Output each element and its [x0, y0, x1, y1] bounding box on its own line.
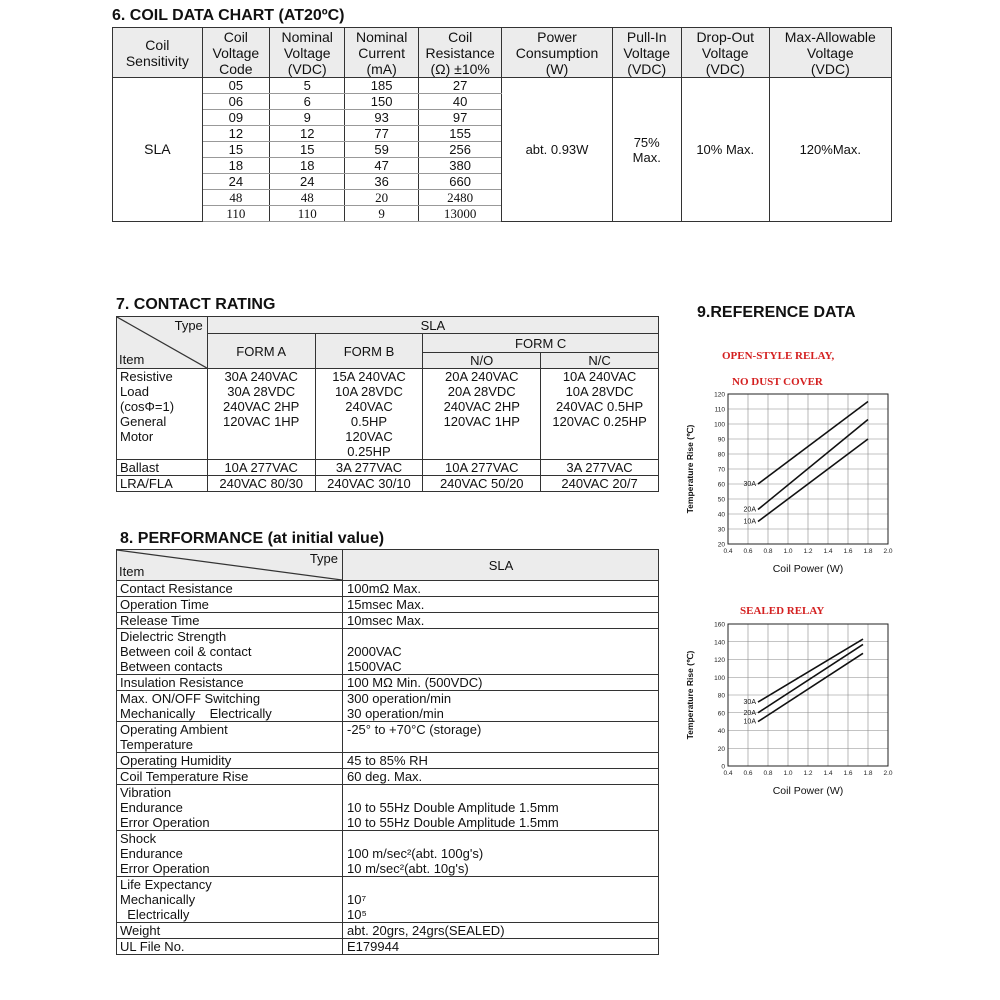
sealed-relay-chart [680, 618, 900, 808]
text-line: Electrically [120, 907, 190, 922]
coil-resistance-header [418, 28, 502, 78]
text-line: Voltage [623, 44, 671, 61]
performance-row [117, 753, 659, 769]
coil-resistance-cell: 660 [418, 174, 502, 190]
text-line: 100mΩ Max. [347, 581, 422, 596]
performance-value [343, 877, 659, 923]
text-line: 10A 28VDC [565, 384, 634, 399]
text-line: (VDC) [705, 60, 745, 77]
text-line: 240VAC 0.5HP [555, 399, 644, 414]
performance-row [117, 629, 659, 675]
text-line [347, 737, 656, 752]
y-tick-label: 100 [714, 421, 725, 429]
coil-voltage-cell: 24 [270, 174, 345, 190]
max-allowable-header [769, 28, 891, 78]
text-line: Coil [448, 28, 473, 45]
type-label: Type [174, 318, 203, 333]
coil-code-cell: 12 [202, 126, 269, 142]
coil-resistance-cell: 256 [418, 142, 502, 158]
performance-item [117, 753, 343, 769]
text-line: 120VAC 1HP [443, 414, 520, 429]
x-axis-label: Coil Power (W) [772, 785, 844, 797]
y-tick-label: 60 [717, 710, 725, 718]
resistive-load-label [117, 369, 208, 460]
text-line: (VDC) [810, 60, 850, 77]
text-line: 10 to 55Hz Double Amplitude 1.5mm [347, 815, 559, 830]
text-line: 45 to 85% RH [347, 753, 428, 768]
coil-power-value: abt. 0.93W [502, 78, 612, 222]
x-tick-label: 0.4 [723, 770, 733, 777]
text-line: Voltage [283, 44, 331, 61]
y-tick-label: 40 [717, 728, 725, 735]
coil-voltage-cell: 9 [270, 110, 345, 126]
text-line: 120VAC 0.25HP [552, 414, 647, 429]
coil-current-cell: 77 [345, 126, 418, 142]
text-line: 30A 28VDC [227, 384, 296, 399]
text-line: 30A 240VAC [224, 369, 298, 384]
text-line: 240VAC 2HP [223, 399, 300, 414]
text-line: Resistive [120, 369, 173, 384]
ballast-nc: 3A 277VAC [541, 460, 659, 476]
sealed-relay-caption: SEALED RELAY [740, 605, 825, 617]
perf-type-item-corner [117, 550, 343, 581]
coil-current-cell: 150 [345, 94, 418, 110]
x-tick-label: 1.0 [783, 770, 793, 777]
y-tick-label: 80 [717, 451, 725, 459]
text-line: Sensitivity [125, 52, 189, 69]
coil-current-cell: 185 [345, 78, 418, 94]
text-line: Resistance [425, 44, 495, 61]
coil-voltage-cell: 12 [270, 126, 345, 142]
text-line: 1500VAC [347, 659, 402, 674]
coil-current-cell: 9 [345, 206, 418, 222]
performance-item [117, 923, 343, 939]
perf-sla-header: SLA [343, 550, 659, 581]
performance-row [117, 675, 659, 691]
text-line: Release Time [120, 613, 200, 628]
y-tick-label: 80 [717, 692, 725, 700]
text-line: General [120, 414, 167, 429]
text-line: Weight [120, 923, 161, 938]
y-tick-label: 90 [717, 436, 725, 444]
text-line: 10 to 55Hz Double Amplitude 1.5mm [347, 800, 559, 815]
y-tick-label: 140 [714, 639, 725, 647]
series-label: 30A [743, 481, 756, 488]
coil-current-cell: 36 [345, 174, 418, 190]
text-line: -25° to +70°C (storage) [347, 722, 482, 737]
coil-resistance-cell: 2480 [418, 190, 502, 206]
coil-drop-out-value: 10% Max. [681, 78, 769, 222]
coil-current-cell: 47 [345, 158, 418, 174]
text-line [347, 877, 656, 892]
contact-rating-table [116, 316, 659, 492]
text-line: Nominal [281, 28, 333, 45]
text-line: (VDC) [287, 60, 327, 77]
performance-row [117, 785, 659, 831]
text-line: Endurance [120, 846, 183, 861]
form-c-header: FORM C [423, 334, 659, 353]
series-label: 10A [743, 518, 756, 526]
performance-item [117, 722, 343, 753]
performance-value [343, 629, 659, 675]
text-line: Operation Time [120, 597, 209, 612]
coil-data-table [112, 27, 892, 222]
x-tick-label: 1.0 [783, 548, 793, 555]
coil-code-header [202, 28, 269, 78]
performance-row [117, 923, 659, 939]
coil-current-cell: 93 [345, 110, 418, 126]
coil-current-cell: 59 [345, 142, 418, 158]
performance-value [343, 613, 659, 629]
text-line: Between contacts [120, 659, 223, 674]
series-line-10a [758, 653, 863, 721]
lra-no: 240VAC 50/20 [423, 476, 541, 492]
x-tick-label: 1.8 [863, 548, 873, 555]
coil-resistance-cell: 97 [418, 110, 502, 126]
x-tick-label: 1.4 [823, 770, 833, 777]
text-line: 15A 240VAC [332, 369, 406, 384]
text-line: Shock [120, 831, 157, 846]
text-line: (VDC) [627, 60, 667, 77]
form-b-header: FORM B [315, 334, 423, 369]
power-consumption-header [502, 28, 612, 78]
x-tick-label: 0.8 [763, 548, 773, 555]
text-line: 100 MΩ Min. (500VDC) [347, 675, 483, 690]
form-a-header: FORM A [207, 334, 315, 369]
text-line: Power [537, 28, 577, 45]
text-line: Drop-Out [696, 28, 755, 45]
x-tick-label: 0.4 [723, 548, 733, 555]
text-line: Operating Humidity [120, 753, 232, 768]
performance-item [117, 785, 343, 831]
text-line: Coil Temperature Rise [120, 769, 249, 784]
text-line: 0.25HP [347, 444, 391, 459]
coil-voltage-cell: 110 [270, 206, 345, 222]
coil-code-cell: 09 [202, 110, 269, 126]
lra-form-b: 240VAC 30/10 [315, 476, 423, 492]
text-line: 100 m/sec²(abt. 100g's) [347, 846, 484, 861]
open-relay-chart [680, 388, 900, 586]
coil-row [113, 78, 892, 94]
performance-title: 8. PERFORMANCE (at initial value) [120, 530, 385, 547]
performance-value [343, 939, 659, 955]
text-line: Error Operation [120, 861, 210, 876]
performance-value [343, 831, 659, 877]
series-line-30a [758, 639, 863, 702]
text-line: 30 operation/min [347, 706, 444, 721]
coil-max-allowable-value: 120%Max. [769, 78, 891, 222]
y-tick-label: 40 [717, 511, 725, 519]
performance-item [117, 769, 343, 785]
y-tick-label: 30 [717, 526, 725, 534]
text-line [347, 629, 656, 644]
performance-row [117, 722, 659, 753]
performance-row [117, 939, 659, 955]
performance-item [117, 877, 343, 923]
text-line: 0.5HP [350, 414, 388, 429]
text-line: E179944 [347, 939, 400, 954]
open-relay-caption-1: OPEN-STYLE RELAY, [722, 350, 835, 362]
performance-item [117, 675, 343, 691]
text-line: Voltage [806, 44, 854, 61]
y-tick-label: 120 [714, 391, 725, 399]
performance-value [343, 722, 659, 753]
text-line: 10⁷ [347, 892, 367, 907]
perf-item-label: Item [119, 564, 145, 579]
text-line: Endurance [120, 800, 183, 815]
resistive-form-b [315, 369, 423, 460]
y-tick-label: 110 [714, 406, 725, 414]
text-line: Max. [632, 149, 661, 165]
text-line: Error Operation [120, 815, 210, 830]
contact-sla-header: SLA [207, 317, 658, 334]
y-axis-label: Temperature Rise (℃) [685, 424, 695, 514]
x-tick-label: 0.6 [743, 548, 753, 555]
lra-form-a: 240VAC 80/30 [207, 476, 315, 492]
text-line: Operating Ambient [120, 722, 228, 737]
text-line: abt. 20grs, 24grs(SEALED) [347, 923, 505, 938]
ballast-form-b: 3A 277VAC [315, 460, 423, 476]
coil-voltage-cell: 6 [270, 94, 345, 110]
text-line: Between coil & contact [120, 644, 252, 659]
text-line: Life Expectancy [120, 877, 212, 892]
ballast-no: 10A 277VAC [423, 460, 541, 476]
text-line: Coil [145, 36, 170, 53]
performance-value [343, 691, 659, 722]
performance-item [117, 597, 343, 613]
text-line: (W) [545, 60, 569, 77]
text-line: 10⁵ [347, 907, 367, 922]
perf-type-label: Type [309, 551, 338, 566]
coil-resistance-cell: 40 [418, 94, 502, 110]
series-label: 20A [743, 506, 756, 514]
y-tick-label: 100 [714, 674, 725, 682]
text-line: Contact Resistance [120, 581, 233, 596]
x-tick-label: 1.6 [843, 770, 853, 777]
text-line: 120VAC 1HP [223, 414, 300, 429]
text-line: 240VAC 2HP [443, 399, 520, 414]
ballast-label: Ballast [117, 460, 208, 476]
coil-voltage-cell: 48 [270, 190, 345, 206]
nominal-current-header [345, 28, 418, 78]
text-line: (Ω) ±10% [430, 60, 490, 77]
coil-resistance-cell: 155 [418, 126, 502, 142]
y-tick-label: 20 [717, 541, 725, 549]
series-label: 30A [743, 699, 756, 707]
x-tick-label: 2.0 [883, 770, 893, 777]
y-tick-label: 60 [717, 481, 725, 489]
coil-resistance-cell: 380 [418, 158, 502, 174]
x-tick-label: 1.8 [863, 770, 873, 777]
performance-value [343, 753, 659, 769]
text-line: 75% [633, 134, 660, 150]
text-line: Current [358, 44, 405, 61]
lra-nc: 240VAC 20/7 [541, 476, 659, 492]
reference-data-title: 9.REFERENCE DATA [697, 304, 856, 321]
y-tick-label: 50 [717, 496, 725, 504]
coil-code-cell: 18 [202, 158, 269, 174]
coil-current-cell: 20 [345, 190, 418, 206]
x-tick-label: 1.2 [803, 770, 813, 777]
performance-table [116, 549, 659, 955]
text-line: 60 deg. Max. [347, 769, 423, 784]
lra-fla-label: LRA/FLA [117, 476, 208, 492]
y-tick-label: 70 [717, 466, 725, 474]
coil-code-cell: 15 [202, 142, 269, 158]
coil-voltage-cell: 15 [270, 142, 345, 158]
series-line-30a [758, 402, 868, 485]
y-tick-label: 0 [721, 763, 725, 771]
resistive-form-a [207, 369, 315, 460]
performance-item [117, 629, 343, 675]
coil-voltage-cell: 5 [270, 78, 345, 94]
text-line: 240VAC [345, 399, 393, 414]
text-line: 10 m/sec²(abt. 10g's) [347, 861, 469, 876]
text-line: Motor [120, 429, 154, 444]
performance-row [117, 613, 659, 629]
contact-type-item-corner [117, 317, 208, 369]
performance-value [343, 769, 659, 785]
performance-value [343, 675, 659, 691]
x-tick-label: 0.8 [763, 770, 773, 777]
text-line: Max-Allowable [784, 28, 876, 45]
coil-code-cell: 05 [202, 78, 269, 94]
text-line: UL File No. [120, 939, 185, 954]
text-line: Mechanically [120, 892, 196, 907]
coil-resistance-cell: 27 [418, 78, 502, 94]
ballast-form-a: 10A 277VAC [207, 460, 315, 476]
text-line: (mA) [366, 60, 397, 77]
text-line: Load [120, 384, 149, 399]
series-line-10a [758, 439, 868, 522]
text-line: Coil [223, 28, 248, 45]
text-line: Temperature [120, 737, 193, 752]
text-line: 2000VAC [347, 644, 402, 659]
x-tick-label: 1.6 [843, 548, 853, 555]
performance-item [117, 831, 343, 877]
drop-out-header [681, 28, 769, 78]
performance-value [343, 923, 659, 939]
text-line: 10msec Max. [347, 613, 425, 628]
series-label: 20A [743, 709, 756, 717]
x-axis-label: Coil Power (W) [772, 563, 844, 575]
resistive-no [423, 369, 541, 460]
text-line: 120VAC [345, 429, 393, 444]
text-line: Code [219, 60, 253, 77]
coil-code-cell: 06 [202, 94, 269, 110]
y-tick-label: 120 [714, 657, 725, 664]
performance-item [117, 939, 343, 955]
text-line: Voltage [212, 44, 260, 61]
contact-rating-title: 7. CONTACT RATING [116, 296, 276, 313]
text-line: Voltage [701, 44, 749, 61]
no-header: N/O [423, 353, 541, 369]
coil-sensitivity-value: SLA [113, 78, 203, 222]
coil-voltage-cell: 18 [270, 158, 345, 174]
text-line: 10A 240VAC [562, 369, 637, 384]
text-line: Dielectric Strength [120, 629, 227, 644]
performance-value [343, 597, 659, 613]
coil-sensitivity-header [113, 28, 203, 78]
text-line [347, 785, 656, 800]
performance-value [343, 581, 659, 597]
text-line: Mechanically Electrically [120, 706, 272, 721]
coil-pull-in-value [612, 78, 681, 222]
text-line: 10A 28VDC [335, 384, 403, 399]
series-line-20a [758, 644, 863, 712]
series-line-20a [758, 420, 868, 510]
performance-value [343, 785, 659, 831]
coil-chart-title: 6. COIL DATA CHART (AT20ºC) [112, 7, 345, 24]
text-line: Pull-In [626, 28, 667, 45]
x-tick-label: 1.2 [803, 548, 813, 555]
text-line: 20A 240VAC [445, 369, 519, 384]
coil-code-cell: 110 [202, 206, 269, 222]
y-tick-label: 160 [714, 621, 725, 629]
text-line: Consumption [515, 44, 599, 61]
coil-code-cell: 24 [202, 174, 269, 190]
nc-header: N/C [541, 353, 659, 369]
performance-row [117, 691, 659, 722]
text-line: 20A 28VDC [447, 384, 516, 399]
text-line: Max. ON/OFF Switching [120, 691, 261, 706]
y-tick-label: 20 [717, 745, 725, 753]
performance-row [117, 581, 659, 597]
text-line: Vibration [120, 785, 172, 800]
x-tick-label: 1.4 [823, 548, 833, 555]
text-line: Insulation Resistance [120, 675, 244, 690]
y-axis-label: Temperature Rise (℃) [685, 650, 695, 740]
text-line [347, 831, 656, 846]
coil-resistance-cell: 13000 [418, 206, 502, 222]
performance-row [117, 769, 659, 785]
coil-code-cell: 48 [202, 190, 269, 206]
x-tick-label: 2.0 [883, 548, 893, 555]
text-line: 15msec Max. [347, 597, 425, 612]
performance-row [117, 831, 659, 877]
performance-item [117, 581, 343, 597]
item-label: Item [119, 352, 145, 367]
performance-item [117, 691, 343, 722]
series-label: 10A [743, 718, 756, 726]
text-line: Nominal [355, 28, 408, 45]
open-relay-caption-2: NO DUST COVER [732, 376, 823, 388]
text-line: 300 operation/min [347, 691, 452, 706]
performance-item [117, 613, 343, 629]
nominal-voltage-header [270, 28, 345, 78]
pull-in-header [612, 28, 681, 78]
performance-row [117, 877, 659, 923]
performance-row [117, 597, 659, 613]
x-tick-label: 0.6 [743, 770, 753, 777]
text-line: (cosΦ=1) [120, 399, 175, 414]
resistive-nc [541, 369, 659, 460]
